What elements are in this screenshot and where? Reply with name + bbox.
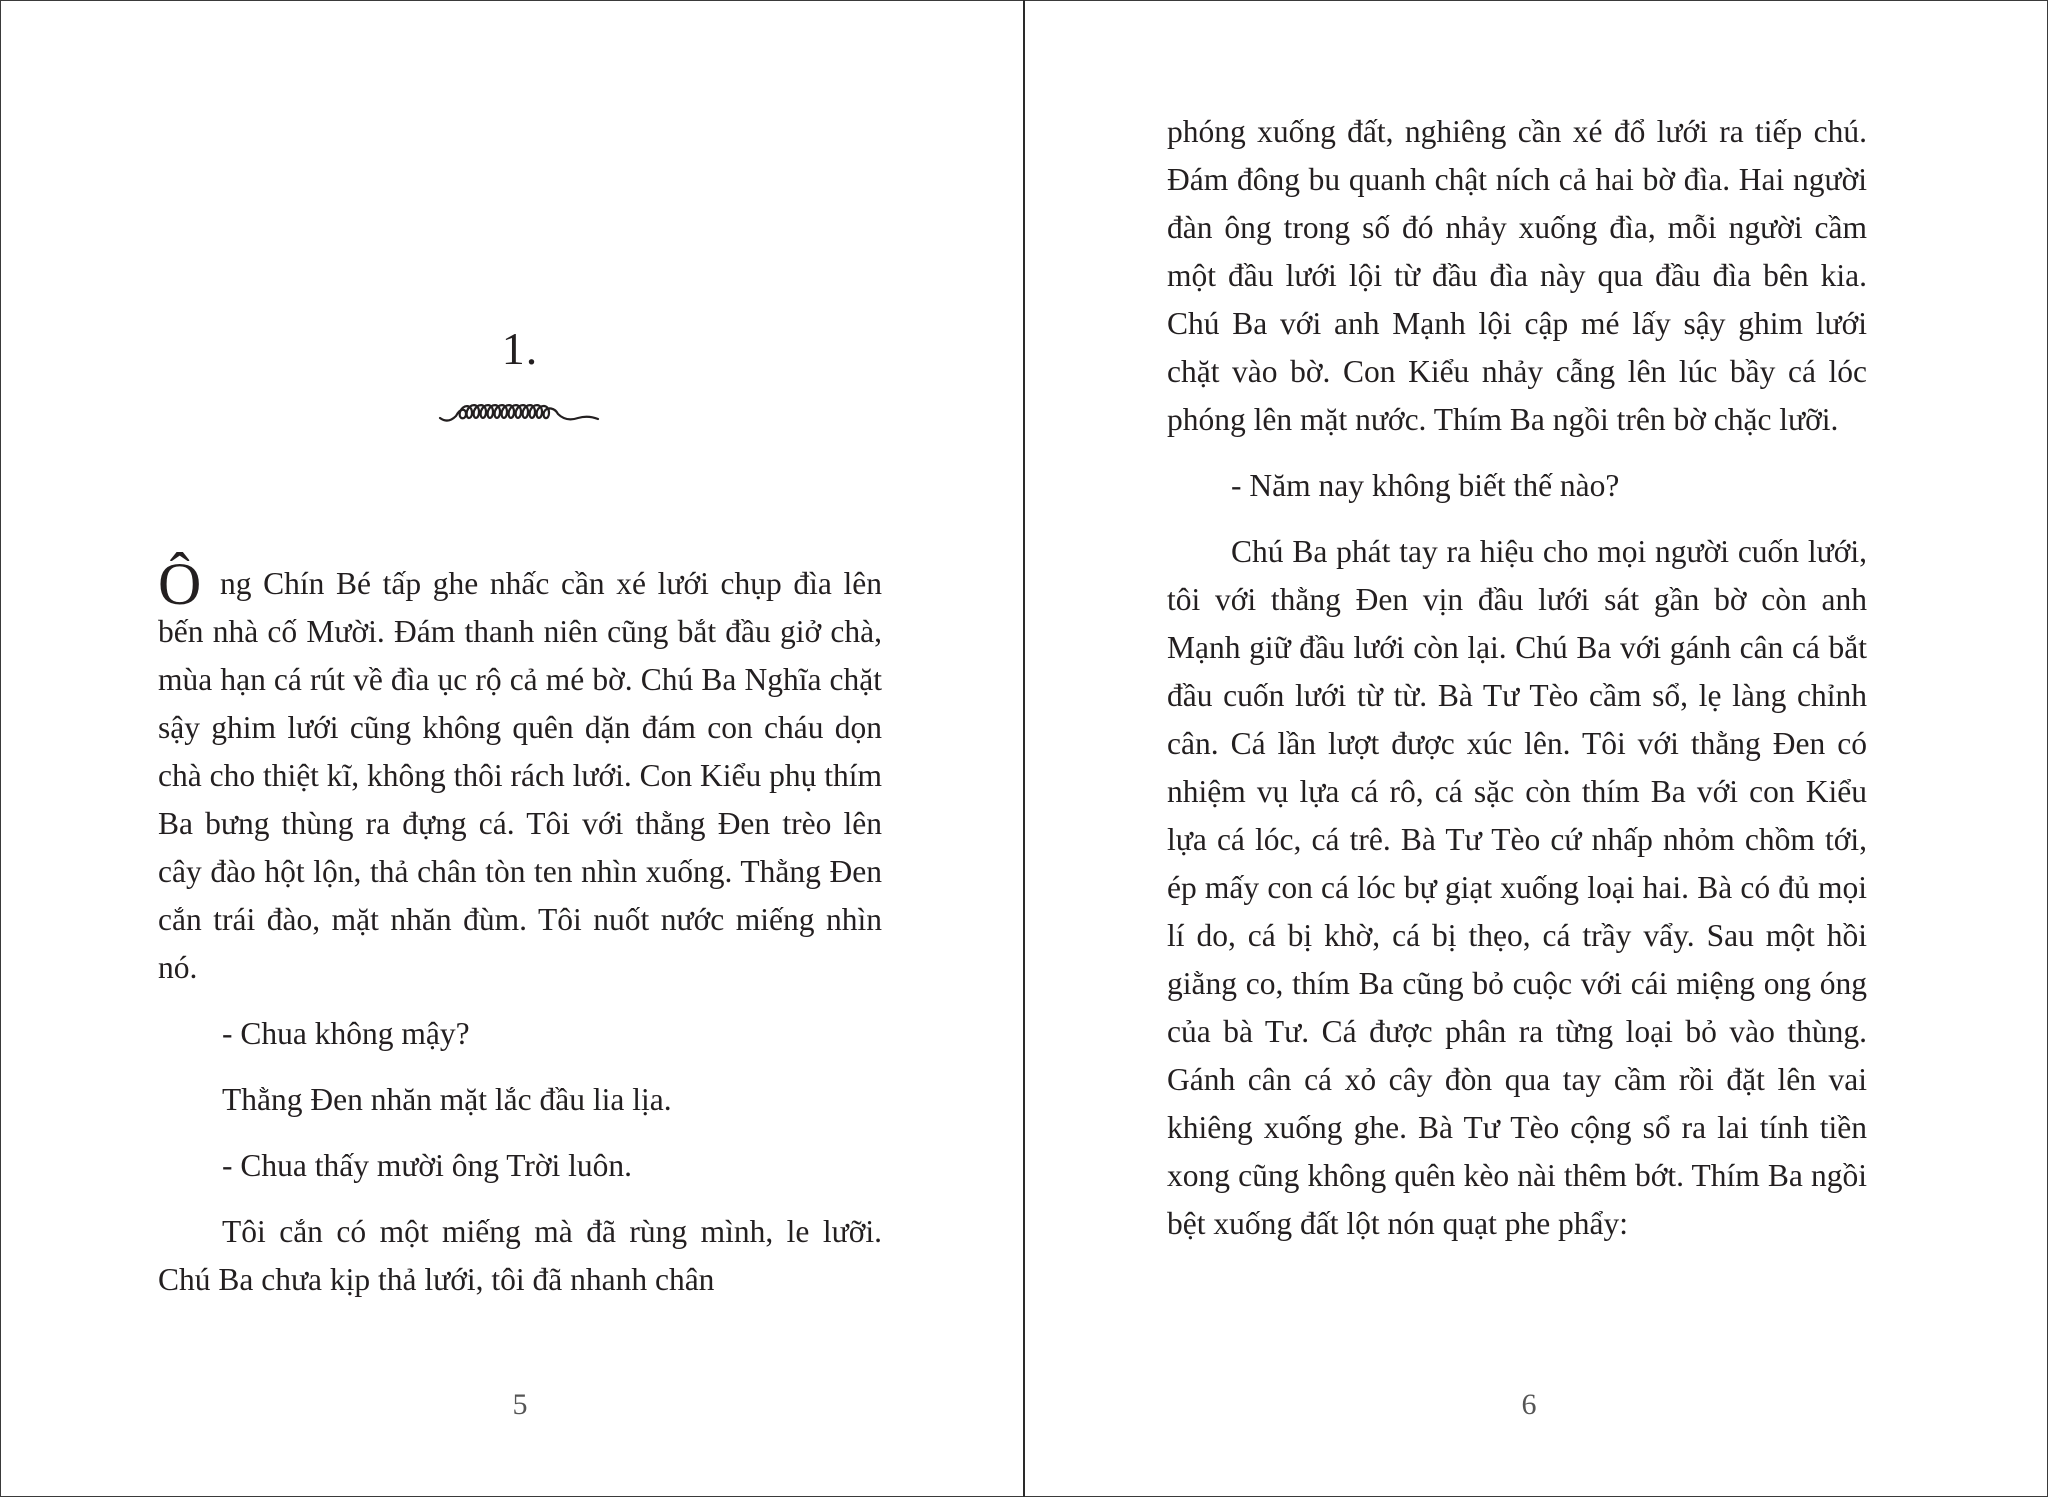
paragraph: Thằng Đen nhăn mặt lắc đầu lia lịa.	[222, 1082, 672, 1117]
page-number: 6	[1521, 1388, 1537, 1421]
right-body-text	[1167, 108, 1867, 1266]
left-body-text	[158, 551, 882, 1322]
chapter-number: 1.	[501, 323, 539, 374]
paragraph: - Năm nay không biết thế nào?	[1231, 468, 1620, 503]
drop-cap: Ô	[158, 551, 202, 617]
paragraph: Chú Ba phát tay ra hiệu cho mọi người cuốn lưới, tôi với thằng Đen vịn đầu lưới sát gần bờ còn anh Mạnh giữ đầu lưới còn lại. Chú Ba với gánh cân cá bắt đầu cuốn lưới từ từ. Bà Tư Tèo cầm sổ, lẹ làng chỉnh cân. Cá lần lượt được xúc lên. Tôi với thằng Đen có nhiệm vụ lựa cá rô, cá sặc còn thím Ba với con Kiểu lựa cá lóc, cá trê. Bà Tư Tèo cứ nhấp nhỏm chồm tới, ép mấy con cá lóc bự giạt xuống loại hai. Bà có đủ mọi lí do, cá bị khờ, cá bị thẹo, cá trầy vẩy. Sau một hồi giằng co, thím Ba cũng bỏ cuộc với cái miệng ong óng của bà Tư. Cá được phân ra từng loại bỏ vào thùng. Gánh cân cá xỏ cây đòn qua tay cầm rồi đặt lên vai khiêng xuống ghe. Bà Tư Tèo cộng sổ ra lai tính tiền xong cũng không quên kèo nài thêm bớt. Thím Ba ngồi bệt xuống đất lột nón quạt phe phẩy:	[1167, 534, 1867, 1241]
left-page	[0, 0, 1023, 1497]
paragraph: - Chua thấy mười ông Trời luôn.	[222, 1148, 633, 1183]
paragraph: ng Chín Bé tấp ghe nhấc cần xé lưới chụp đìa lên bến nhà cố Mười. Đám thanh niên cũng bắt đầu giở chà, mùa hạn cá rút về đìa ục rộ cả mé bờ. Chú Ba Nghĩa chặt sậy ghim lưới cũng không quên dặn đám con cháu dọn chà cho thiệt kĩ, không thôi rách lưới. Con Kiểu phụ thím Ba bưng thùng ra đựng cá. Tôi với thằng Đen trèo lên cây đào hột lộn, thả chân tòn ten nhìn xuống. Thằng Đen cắn trái đào, mặt nhăn đùm. Tôi nuốt nước miếng nhìn nó.	[158, 566, 882, 985]
chapter-ornament	[438, 398, 603, 426]
paragraph: - Chua không mậy?	[222, 1016, 470, 1051]
page-number: 5	[512, 1388, 528, 1421]
right-page	[1025, 0, 2048, 1497]
paragraph: Tôi cắn có một miếng mà đã rùng mình, le lưỡi. Chú Ba chưa kịp thả lưới, tôi đã nhanh chân	[158, 1214, 882, 1297]
paragraph: phóng xuống đất, nghiêng cần xé đổ lưới ra tiếp chú. Đám đông bu quanh chật ních cả hai bờ đìa. Hai người đàn ông trong số đó nhảy xuống đìa, mỗi người cầm một đầu lưới lội từ đầu đìa này qua đầu đìa bên kia. Chú Ba với anh Mạnh lội cập mé lấy sậy ghim lưới chặt vào bờ. Con Kiểu nhảy cẫng lên lúc bầy cá lóc phóng lên mặt nước. Thím Ba ngồi trên bờ chặc lưỡi.	[1167, 114, 1867, 437]
